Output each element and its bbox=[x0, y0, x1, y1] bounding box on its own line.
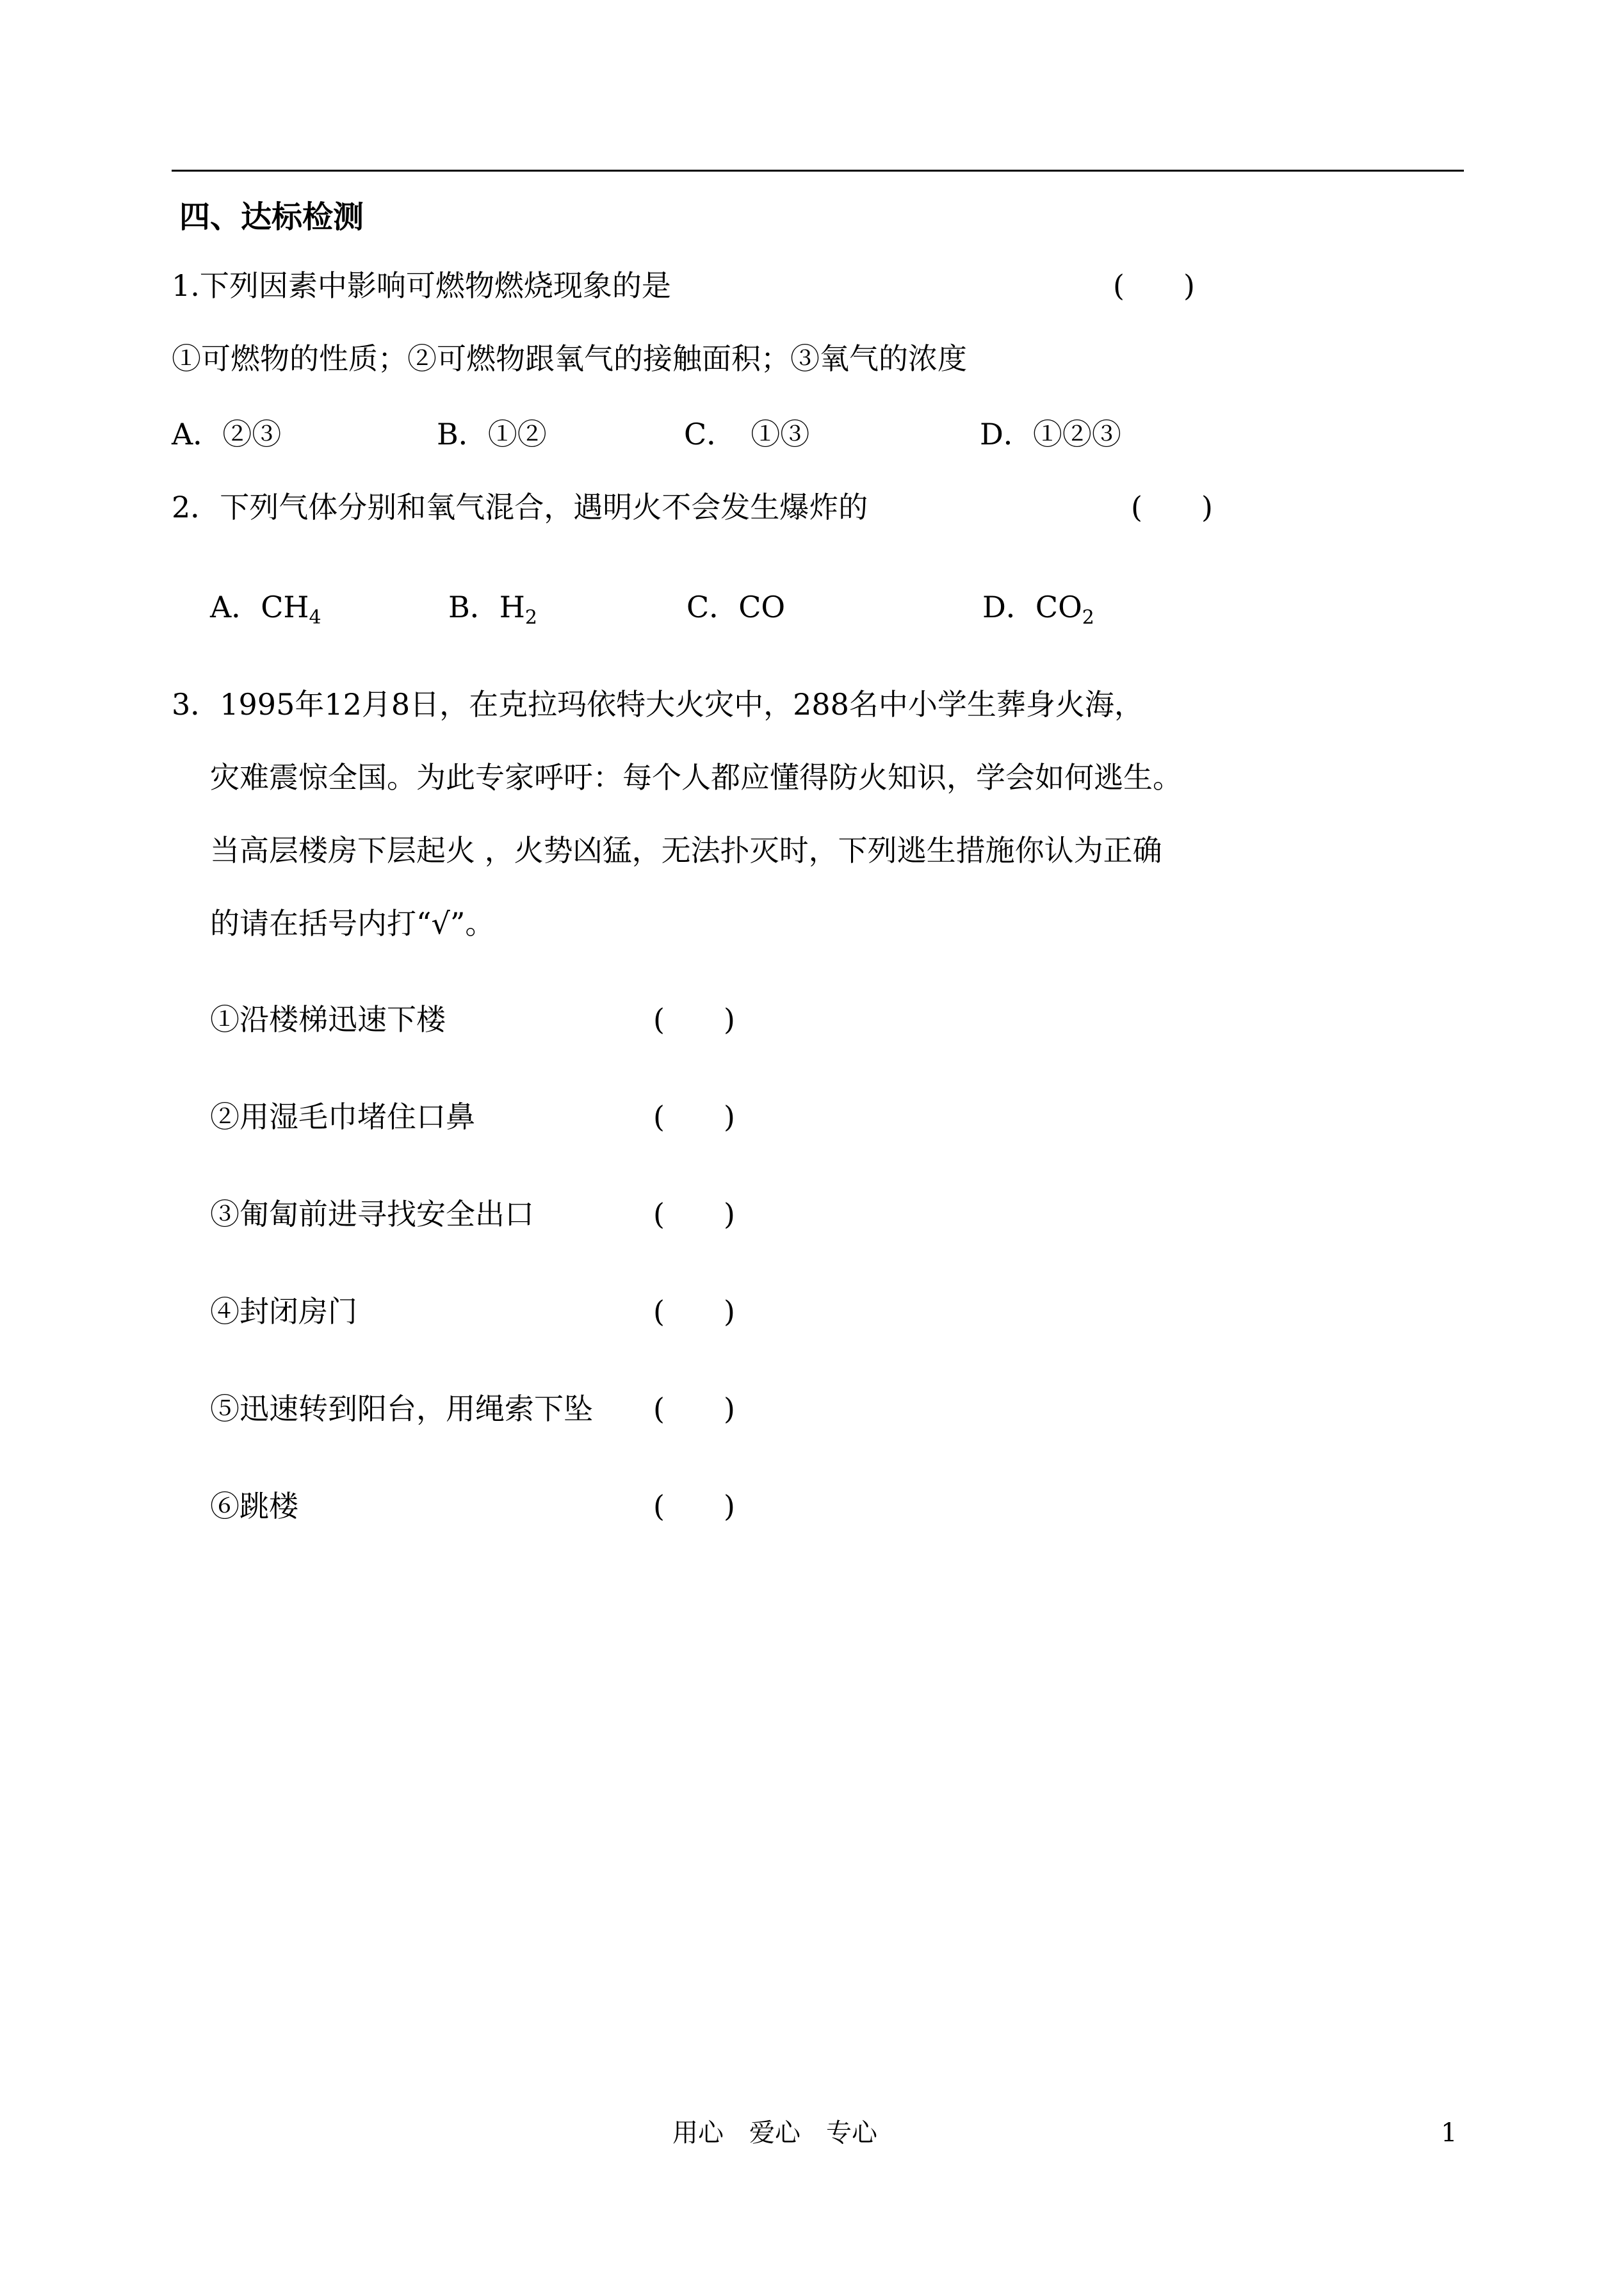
escape-option-5-paren: ( ) bbox=[653, 1391, 735, 1426]
escape-option-2: ②用湿毛巾堵住口鼻 bbox=[210, 1099, 475, 1134]
question-1-option-b: B．①② bbox=[437, 417, 547, 451]
escape-option-5: ⑤迅速转到阳台，用绳索下坠 bbox=[210, 1391, 593, 1426]
question-2-option-c bbox=[686, 588, 785, 626]
question-1-answer-paren: ( ) bbox=[1113, 268, 1195, 303]
question-2-option-b bbox=[448, 588, 538, 629]
section-title: 四、达标检测 bbox=[179, 199, 364, 235]
escape-option-6-paren: ( ) bbox=[653, 1489, 735, 1523]
option-a-formula: A．CH bbox=[210, 590, 309, 624]
escape-option-6: ⑥跳楼 bbox=[210, 1489, 298, 1523]
question-2-option-a bbox=[210, 588, 321, 629]
question-2-option-d bbox=[982, 588, 1094, 629]
option-d-formula: D．CO bbox=[982, 590, 1082, 624]
option-b-subscript: 2 bbox=[524, 606, 538, 629]
option-c-formula: C．CO bbox=[686, 590, 786, 624]
footer-motto: 用心 爱心 专心 bbox=[672, 2118, 877, 2148]
escape-option-2-paren: ( ) bbox=[653, 1099, 735, 1134]
option-d-subscript: 2 bbox=[1082, 606, 1094, 629]
question-1-option-a: A．②③ bbox=[172, 417, 282, 451]
question-2-answer-paren: ( ) bbox=[1131, 490, 1213, 524]
escape-option-1: ①沿楼梯迅速下楼 bbox=[210, 1002, 446, 1037]
question-1-stem: 1.下列因素中影响可燃物燃烧现象的是 bbox=[172, 268, 671, 303]
escape-option-3-paren: ( ) bbox=[653, 1197, 735, 1231]
escape-option-4-paren: ( ) bbox=[653, 1294, 735, 1329]
header-rule bbox=[172, 170, 1464, 172]
escape-option-4: ④封闭房门 bbox=[210, 1294, 357, 1329]
escape-option-1-paren: ( ) bbox=[653, 1002, 735, 1037]
option-a-subscript: 4 bbox=[309, 606, 321, 629]
question-1-option-d: D．①②③ bbox=[980, 417, 1121, 451]
page-number: 1 bbox=[1441, 2118, 1458, 2148]
question-1-statements: ①可燃物的性质；②可燃物跟氧气的接触面积；③氧气的浓度 bbox=[172, 341, 967, 376]
option-b-formula: B．H bbox=[448, 590, 525, 624]
question-3-line-3: 当高层楼房下层起火 ，火势凶猛，无法扑灭时，下列逃生措施你认为正确 bbox=[210, 833, 1162, 868]
question-3-line-4: 的请在括号内打“√”。 bbox=[210, 906, 495, 941]
question-3-line-2: 灾难震惊全国。为此专家呼吁：每个人都应懂得防火知识，学会如何逃生。 bbox=[210, 760, 1182, 795]
question-1-option-c: C． ①③ bbox=[684, 417, 810, 451]
question-3-line-1: 3．1995年12月8日，在克拉玛依特大火灾中，288名中小学生葬身火海， bbox=[172, 687, 1144, 722]
question-2-stem: 2．下列气体分别和氧气混合，遇明火不会发生爆炸的 bbox=[172, 490, 868, 524]
escape-option-3: ③匍匐前进寻找安全出口 bbox=[210, 1197, 534, 1231]
